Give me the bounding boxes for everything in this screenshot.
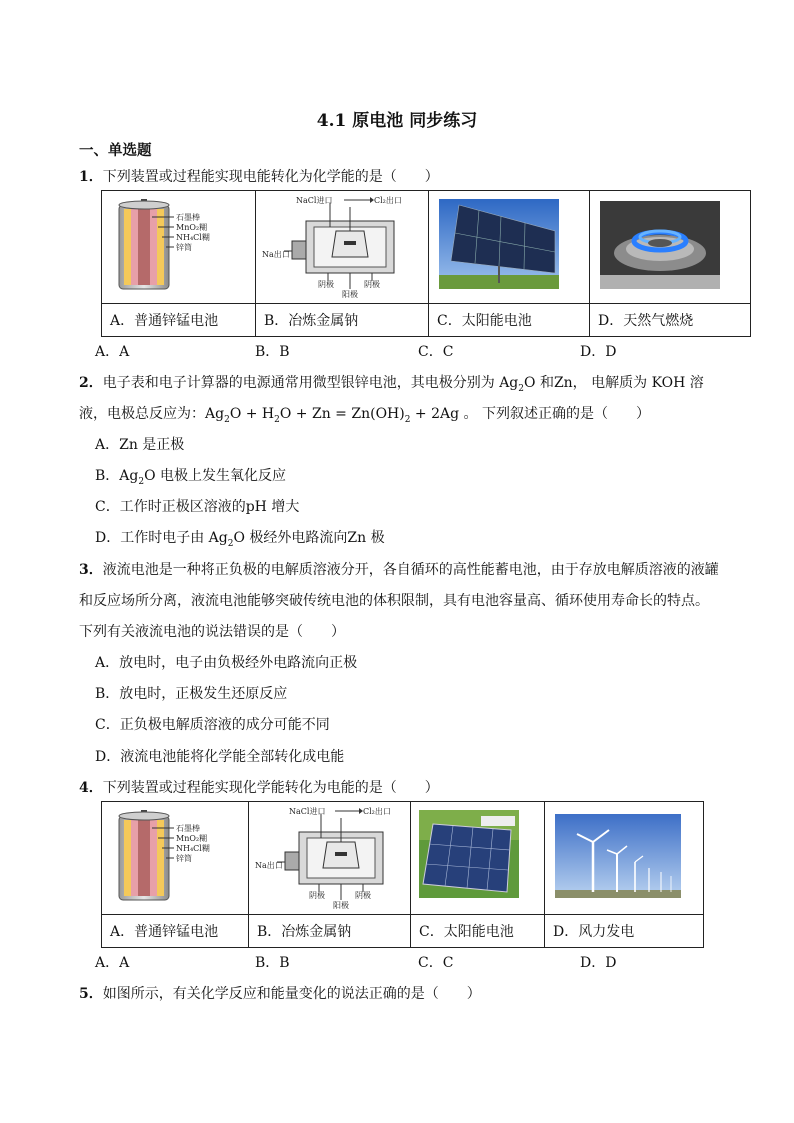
question-text: O + H (229, 406, 275, 422)
question-2 (79, 372, 704, 394)
label-cl2-outlet: Cl₂出口 (374, 196, 402, 205)
question-number: 3． (79, 562, 103, 578)
page-title: 4.1 原电池 同步练习 (316, 111, 478, 131)
q3-option-d[interactable]: D．液流电池能将化学能全部转化成电能 (95, 749, 345, 765)
label-anode: 阳极 (333, 901, 349, 910)
label-cl2-outlet: Cl₂出口 (363, 807, 391, 816)
subscript: 2 (274, 414, 280, 425)
cell-option-c: C．太阳能电池 (411, 915, 545, 948)
question-text: O + Zn = Zn(OH) (279, 406, 405, 422)
cell-option-a: A．普通锌锰电池 (102, 915, 249, 948)
wind-turbine-photo (545, 802, 703, 910)
question-text: + 2Ag 。 下列叙述正确的是（ ） (410, 406, 650, 422)
cell-option-d: D．风力发电 (545, 915, 704, 948)
label-nh4cl: NH₄Cl糊 (176, 233, 210, 242)
q2-option-d[interactable] (95, 527, 385, 549)
choice-d[interactable]: D．D (580, 955, 617, 971)
choice-d[interactable]: D．D (580, 344, 617, 360)
label-na-outlet: Na出口 (262, 250, 290, 259)
section-heading: 一、单选题 (79, 142, 152, 159)
subscript: 2 (138, 476, 145, 487)
choice-b[interactable]: B．B (255, 344, 290, 360)
question-number: 1． (79, 169, 103, 185)
label-nacl-inlet: NaCl进口 (296, 196, 333, 205)
figure-battery (102, 802, 249, 915)
option-text: O 极经外电路流向Zn 极 (233, 530, 385, 546)
cell-option-b: B．冶炼金属钠 (256, 304, 429, 337)
subscript: 2 (518, 383, 525, 394)
q3-option-a[interactable]: A．放电时，电子由负极经外电路流向正极 (95, 655, 358, 671)
figure-solar-panel (429, 191, 590, 304)
figure-electrolysis (256, 191, 429, 304)
sodium-electrolysis-figure (249, 802, 410, 910)
label-cathode-left: 阴极 (318, 280, 334, 289)
choice-c[interactable]: C．C (418, 344, 454, 360)
figure-solar-panel (411, 802, 545, 915)
label-anode: 阳极 (342, 290, 358, 299)
label-mno2: MnO₂糊 (176, 834, 208, 843)
cell-option-d: D．天然气燃烧 (590, 304, 751, 337)
sodium-electrolysis-figure (256, 191, 428, 299)
subscript: 2 (227, 538, 234, 549)
question-number: 4． (79, 780, 103, 796)
q2-option-a[interactable]: A．Zn 是正极 (95, 437, 185, 453)
question-text: 液，电极总反应为：Ag (79, 406, 225, 422)
question-3-line-2: 和反应场所分离，液流电池能够突破传统电池的体积限制，具有电池容量高、循环使用寿命长的特点。 (79, 593, 709, 609)
label-cathode-right: 阴极 (364, 280, 380, 289)
q2-option-c[interactable]: C．工作时正极区溶液的pH 增大 (95, 499, 300, 515)
gas-stove-flame-photo (590, 191, 750, 299)
choice-a[interactable]: A．A (95, 344, 130, 360)
q4-figure-table (101, 801, 704, 948)
subscript: 2 (224, 414, 230, 425)
zinc-manganese-battery-figure (102, 802, 248, 910)
question-text: 下列装置或过程能实现电能转化为化学能的是（ ） (102, 169, 439, 185)
label-cathode-right: 阴极 (355, 891, 371, 900)
question-3 (79, 559, 719, 579)
cell-option-a: A．普通锌锰电池 (102, 304, 256, 337)
cell-option-c: C．太阳能电池 (429, 304, 590, 337)
question-text: 液流电池是一种将正负极的电解质溶液分开，各自循环的高性能蓄电池，由于存放电解质溶液的液罐 (102, 562, 719, 578)
figure-gas-flame (590, 191, 751, 304)
q3-option-c[interactable]: C．正负极电解质溶液的成分可能不同 (95, 717, 330, 733)
choice-c[interactable]: C．C (418, 955, 454, 971)
label-nh4cl: NH₄Cl糊 (176, 844, 210, 853)
question-2-line-2 (79, 403, 650, 425)
choice-a[interactable]: A．A (95, 955, 130, 971)
q3-option-b[interactable]: B．放电时，正极发生还原反应 (95, 686, 288, 702)
label-nacl-inlet: NaCl进口 (289, 807, 326, 816)
question-5 (79, 983, 481, 1003)
question-1 (79, 166, 439, 186)
label-na-outlet: Na出口 (255, 861, 283, 870)
question-3-line-3: 下列有关液流电池的说法错误的是（ ） (79, 624, 345, 640)
figure-battery (102, 191, 256, 304)
figure-electrolysis (249, 802, 411, 915)
question-number: 5． (79, 986, 103, 1002)
label-graphite-rod: 石墨棒 (176, 824, 200, 833)
zinc-manganese-battery-figure (102, 191, 255, 299)
option-text: D．工作时电子由 Ag (95, 530, 228, 546)
question-text: O 和Zn， 电解质为 KOH 溶 (524, 375, 704, 391)
question-text: 下列装置或过程能实现化学能转化为电能的是（ ） (102, 780, 439, 796)
question-text: 如图所示，有关化学反应和能量变化的说法正确的是（ ） (102, 986, 481, 1002)
label-zinc-can: 锌筒 (176, 243, 192, 252)
figure-wind-turbine (545, 802, 704, 915)
label-mno2: MnO₂糊 (176, 223, 208, 232)
subscript: 2 (404, 414, 411, 425)
option-text: B．Ag (95, 468, 139, 484)
q1-figure-table (101, 190, 751, 337)
label-zinc-can: 锌筒 (176, 854, 192, 863)
cell-option-b: B．冶炼金属钠 (249, 915, 411, 948)
question-text: 电子表和电子计算器的电源通常用微型银锌电池，其电极分别为 Ag (102, 375, 519, 391)
solar-panel-photo (411, 802, 544, 910)
choice-b[interactable]: B．B (255, 955, 290, 971)
option-text: O 电极上发生氧化反应 (144, 468, 287, 484)
solar-panel-photo (429, 191, 589, 299)
label-cathode-left: 阴极 (309, 891, 325, 900)
question-4 (79, 777, 439, 797)
q2-option-b[interactable] (95, 465, 286, 487)
question-number: 2． (79, 375, 103, 391)
label-graphite-rod: 石墨棒 (176, 213, 200, 222)
